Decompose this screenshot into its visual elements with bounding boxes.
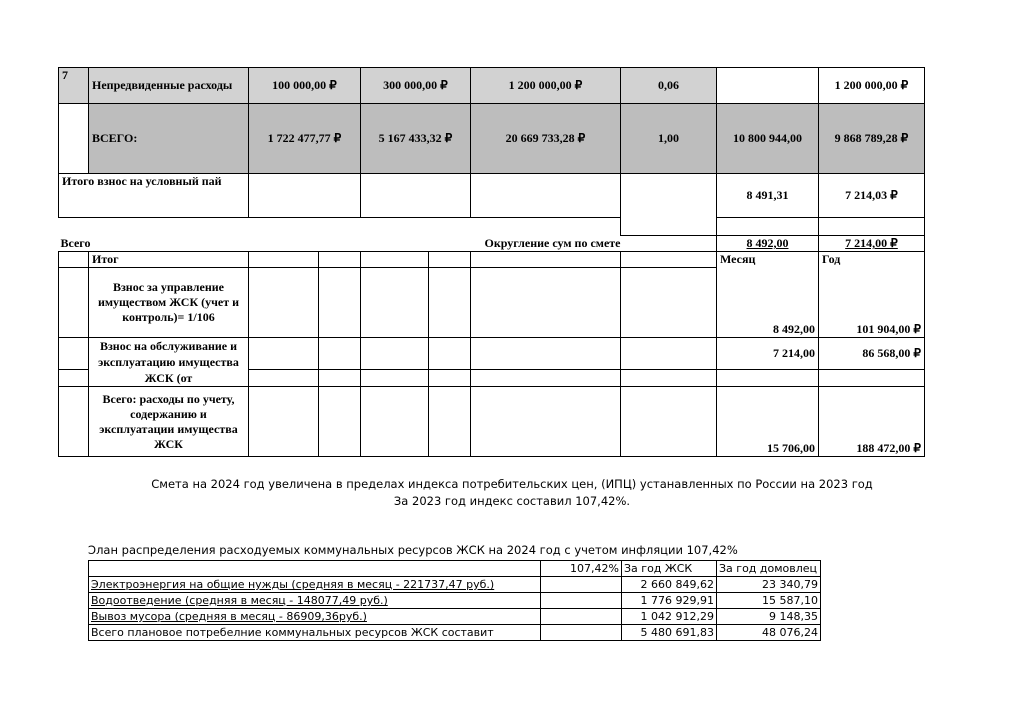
- row-rounding: [59, 236, 925, 252]
- row-grand-total: [59, 387, 925, 457]
- rounding-label: Округление сум по смете: [484, 236, 621, 250]
- empty-cell: [249, 174, 361, 218]
- row-number: 7: [59, 68, 89, 104]
- row-label: Взнос за управление имуществом ЖСК (учет и контроль)= 1/106: [89, 268, 249, 338]
- row-label: Всего: расходы по учету, содержанию и эксплуатации имущества ЖСК: [89, 387, 249, 457]
- index-note: За 2023 год индекс составил 107,42%.: [393, 494, 631, 508]
- row-label: Непредвиденные расходы: [89, 68, 249, 104]
- plan-header-row: [89, 561, 821, 577]
- value-cell: 5 167 433,32 ₽: [361, 104, 471, 174]
- pct-header: 107,42%: [541, 561, 622, 577]
- row-total: [59, 104, 925, 174]
- plan-row: [89, 577, 821, 593]
- value-cell: 20 669 733,28 ₽: [471, 104, 621, 174]
- value-cell: 1 200 000,00 ₽: [819, 68, 925, 104]
- year-header: Год: [819, 252, 925, 268]
- row-service-fee: [59, 338, 925, 370]
- empty-cell: [59, 104, 89, 174]
- empty-cell: [361, 174, 471, 218]
- row-label: Взнос на обслуживание и эксплуатацию имущества ЖСК (от: [89, 338, 249, 387]
- plan-row-home: 9 148,35: [717, 609, 821, 625]
- value-cell: 10 800 944,00: [717, 104, 819, 174]
- plan-row-home: 23 340,79: [717, 577, 821, 593]
- value-cell: [717, 68, 819, 104]
- row-label: Итого взнос на условный пай: [59, 174, 249, 218]
- jsk-header: За год ЖСК: [622, 561, 717, 577]
- plan-table: [88, 560, 821, 641]
- plan-row-label: Вывоз мусора (средняя в месяц - 86909,36руб.): [89, 609, 541, 625]
- row-label: ВСЕГО:: [89, 104, 249, 174]
- value-cell: 0,06: [621, 68, 717, 104]
- plan-row-jsk: 1 776 929,91: [622, 593, 717, 609]
- home-header: За год домовлец: [717, 561, 821, 577]
- value-cell: 8 492,00: [717, 268, 819, 338]
- value-cell: 9 868 789,28 ₽: [819, 104, 925, 174]
- plan-title: Ͻлан распределения расходуемых коммунальных ресурсов ЖСК на 2024 год с учетом инфляции 107,42%: [88, 543, 738, 557]
- rounding-year: 7 214,00 ₽: [819, 236, 925, 252]
- plan-row-label: Водоотведение (средняя в месяц - 148077,49 руб.): [89, 593, 541, 609]
- plan-row-label: Всего плановое потребелние коммунальных ресурсов ЖСК составит: [89, 625, 541, 641]
- empty-cell: [471, 174, 621, 218]
- rounding-month: 8 492,00: [717, 236, 819, 252]
- value-cell: 15 706,00: [717, 387, 819, 457]
- plan-row-label: Электроэнергия на общие нужды (средняя в месяц - 221737,47 руб.): [89, 577, 541, 593]
- plan-row: [89, 593, 821, 609]
- value-cell: 100 000,00 ₽: [249, 68, 361, 104]
- row-itog-header: [59, 252, 925, 268]
- empty-cell: [621, 174, 717, 218]
- value-cell: 8 491,31: [717, 174, 819, 218]
- plan-row-jsk: 5 480 691,83: [622, 625, 717, 641]
- plan-row-home: 48 076,24: [717, 625, 821, 641]
- spacer-row: [59, 218, 925, 236]
- value-cell: 86 568,00 ₽: [819, 338, 925, 370]
- row-itogo: [59, 174, 925, 218]
- plan-row-home: 15 587,10: [717, 593, 821, 609]
- value-cell: 1 200 000,00 ₽: [471, 68, 621, 104]
- plan-row-jsk: 2 660 849,62: [622, 577, 717, 593]
- month-header: Месяц: [717, 252, 819, 268]
- plan-row-total: [89, 625, 821, 641]
- inflation-note: Смета на 2024 год увеличена в пределах индекса потребительских цен, (ИПЦ) устанавленных по России на 2023 год: [151, 477, 873, 491]
- plan-row: [89, 609, 821, 625]
- value-cell: 1 722 477,77 ₽: [249, 104, 361, 174]
- vsego-label: Всего: [60, 236, 91, 250]
- plan-row-jsk: 1 042 912,29: [622, 609, 717, 625]
- value-cell: 101 904,00 ₽: [819, 268, 925, 338]
- row-mgmt-fee: [59, 268, 925, 338]
- itog-header: Итог: [89, 252, 249, 268]
- value-cell: 188 472,00 ₽: [819, 387, 925, 457]
- row-unforeseen: [59, 68, 925, 104]
- value-cell: 1,00: [621, 104, 717, 174]
- value-cell: 300 000,00 ₽: [361, 68, 471, 104]
- value-cell: 7 214,00: [717, 338, 819, 370]
- budget-table: [58, 67, 925, 457]
- value-cell: 7 214,03 ₽: [819, 174, 925, 218]
